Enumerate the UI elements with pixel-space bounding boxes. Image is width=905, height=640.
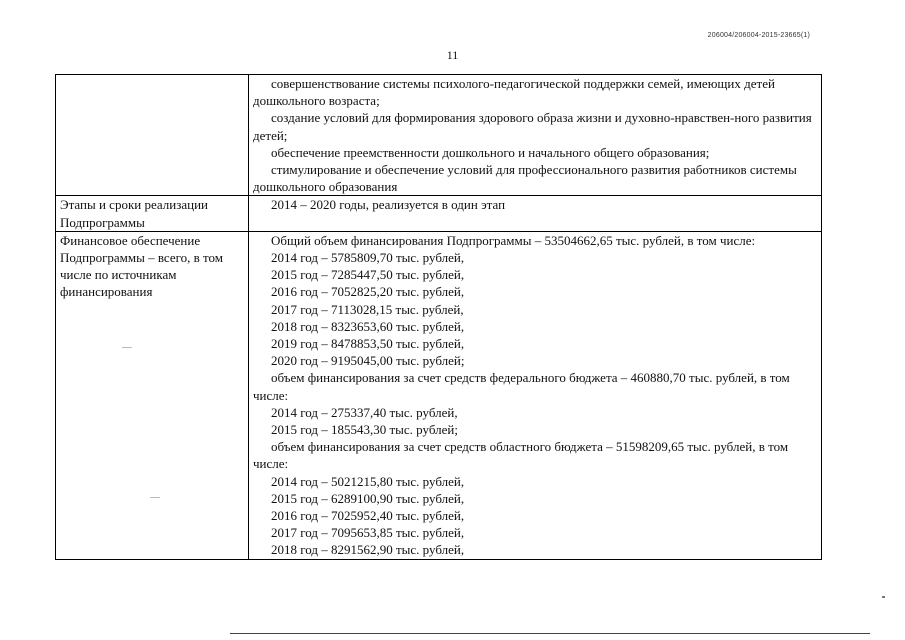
financing-year-line: 2015 год – 7285447,50 тыс. рублей, (271, 267, 465, 283)
federal-budget-total: объем финансирования за счет средств федерального бюджета – 460880,70 тыс. рублей, в том числе: (253, 370, 790, 403)
table-row-objectives (56, 75, 822, 196)
row-content-objectives (249, 75, 822, 196)
regional-year-line: 2016 год – 7025952,40 тыс. рублей, (271, 508, 465, 524)
regional-year-line: 2014 год – 5021215,80 тыс. рублей, (271, 473, 465, 489)
objective-paragraph: совершенствование системы психолого-педагогической поддержки семей, имеющих детей дошкольного возраста; (253, 76, 775, 109)
scan-artifact (122, 347, 132, 348)
passport-table (55, 74, 822, 560)
objective-paragraph: создание условий для формирования здорового образа жизни и духовно-нравствен-ного развития детей; (253, 110, 812, 143)
document-id: 206004/206004-2015-23665(1) (707, 32, 810, 39)
federal-year-line: 2015 год – 185543,30 тыс. рублей; (271, 422, 458, 438)
table-row-stages (56, 196, 822, 231)
financing-year-line: 2016 год – 7052825,20 тыс. рублей, (271, 284, 465, 300)
federal-year-line: 2014 год – 275337,40 тыс. рублей, (271, 404, 458, 420)
row-label-empty (56, 75, 249, 196)
scan-artifact (150, 497, 160, 498)
regional-budget-total: объем финансирования за счет средств областного бюджета – 51598209,65 тыс. рублей, в том числе: (253, 439, 789, 472)
regional-year-line: 2018 год – 8291562,90 тыс. рублей, (271, 542, 465, 558)
footer-rule (230, 633, 870, 634)
row-content-stages (249, 196, 822, 231)
scan-artifact (882, 596, 885, 598)
regional-year-line: 2015 год – 6289100,90 тыс. рублей, (271, 490, 465, 506)
financing-total: Общий объем финансирования Подпрограммы – 53504662,65 тыс. рублей, в том числе: (271, 232, 756, 248)
financing-year-line: 2017 год – 7113028,15 тыс. рублей, (271, 301, 464, 317)
page-number: 11 (446, 48, 459, 62)
objective-paragraph: стимулирование и обеспечение условий для профессионального развития работников системы дошкольного образования (253, 162, 797, 195)
financing-year-line: 2014 год – 5785809,70 тыс. рублей, (271, 250, 465, 266)
row-content-financing (249, 231, 822, 559)
stages-text: 2014 – 2020 годы, реализуется в один этап (271, 197, 506, 213)
financing-year-line: 2019 год – 8478853,50 тыс. рублей, (271, 336, 465, 352)
financing-year-line: 2018 год – 8323653,60 тыс. рублей, (271, 318, 465, 334)
table-row-financing (56, 231, 822, 559)
row-label-financing: Финансовое обеспечение Подпрограммы – всего, в том числе по источникам финансирования (56, 231, 249, 559)
financing-year-line: 2020 год – 9195045,00 тыс. рублей; (271, 353, 465, 369)
regional-year-line: 2017 год – 7095653,85 тыс. рублей, (271, 525, 465, 541)
row-label-stages: Этапы и сроки реализации Подпрограммы (56, 196, 249, 231)
objective-paragraph: обеспечение преемственности дошкольного и начального общего образования; (271, 144, 710, 160)
